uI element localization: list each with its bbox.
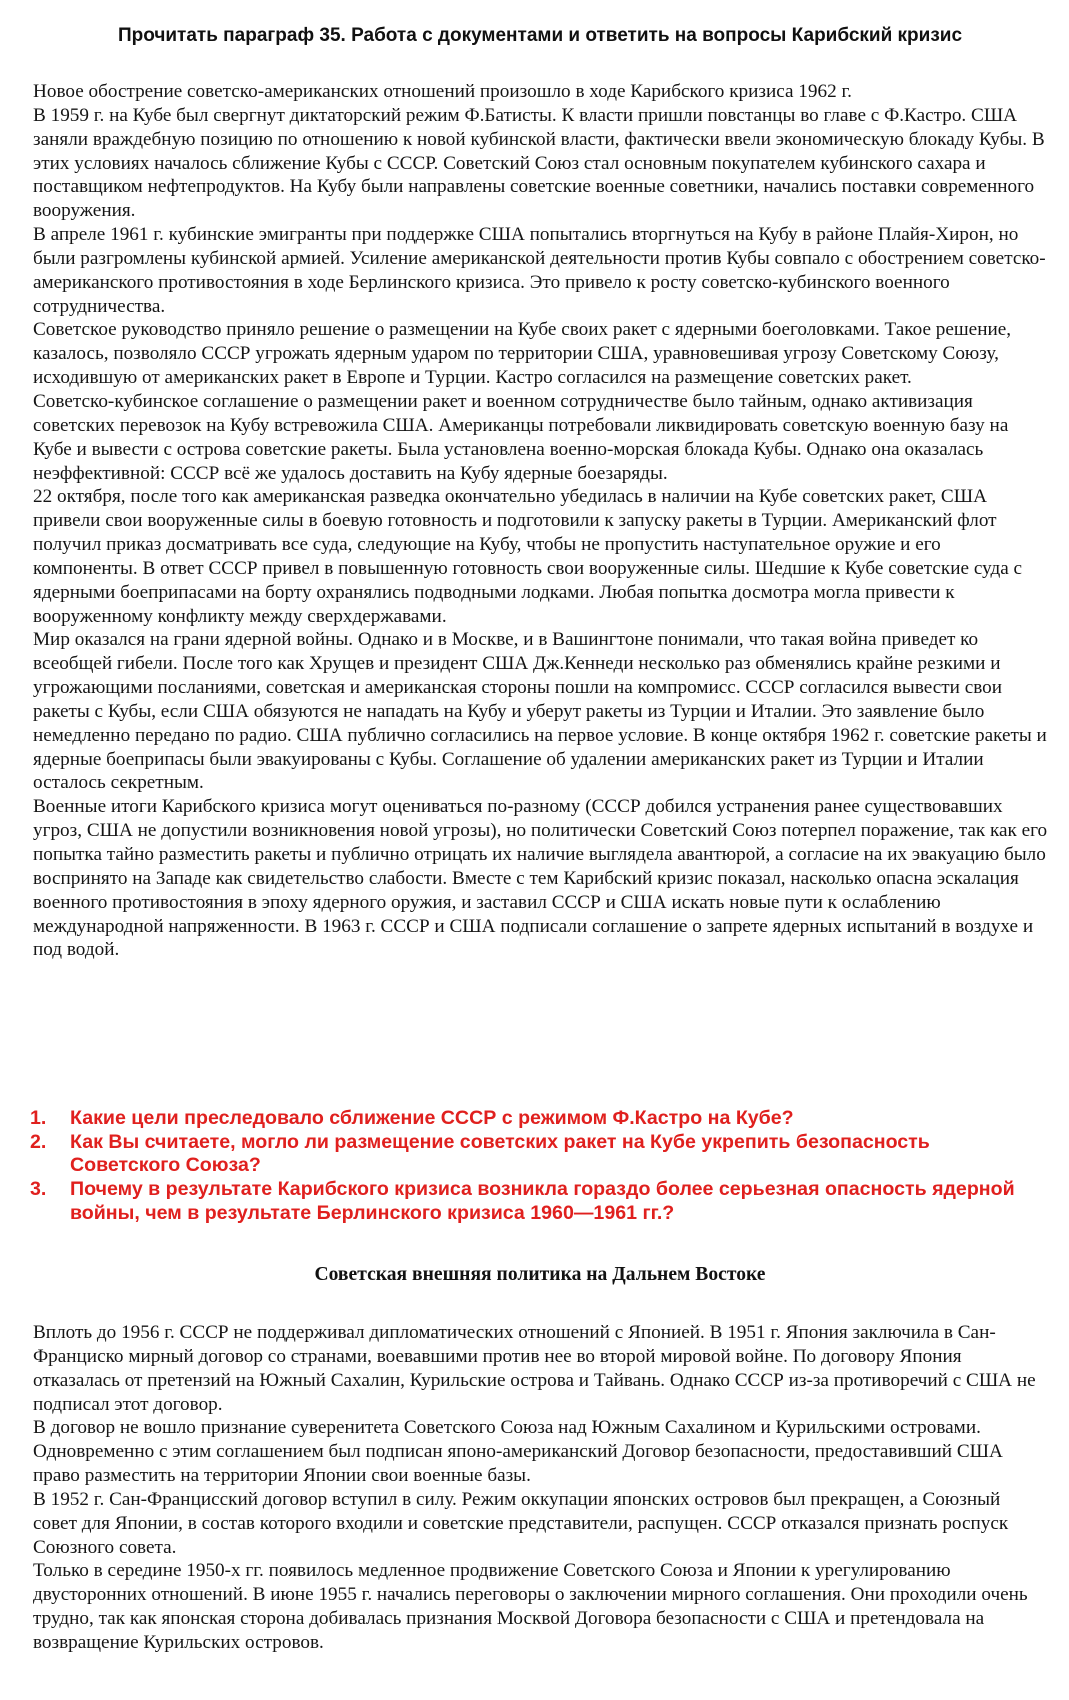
paragraph: В 1959 г. на Кубе был свергнут диктаторский режим Ф.Батисты. К власти пришли повстанцы во главе с Ф.Кастро. США заняли враждебную позицию по отношению к новой кубинской власти, фактически ввели экономическую блокаду Кубы. В этих условиях началось сближение Кубы с СССР. Советский Союз стал основным покупателем кубинского сахара и поставщиком нефтепродуктов. На Кубу были направлены советские военные советники, начались поставки современного вооружения.: [33, 104, 1045, 222]
paragraph: В договор не вошло признание суверенитета Советского Союза над Южным Сахалином и Курильскими островами. Одновременно с этим соглашением был подписан японо-американский Договор безопасности, предоставивший США право разместить на территории Японии свои военные базы.: [33, 1417, 1003, 1487]
question-text: Как Вы считаете, могло ли размещение советских ракет на Кубе укрепить безопасность Советского Союза?: [70, 1130, 930, 1177]
page-title: Прочитать параграф 35. Работа с документами и ответить на вопросы Карибский кризис: [117, 25, 963, 46]
question-text: Почему в результате Карибского кризиса возникла гораздо более серьезная опасность ядерной войны, чем в результате Берлинского кризиса 1960—1961 гг.?: [70, 1178, 1015, 1224]
paragraph: В апреле 1961 г. кубинские эмигранты при поддержке США попытались вторгнуться на Кубу в районе Плайя-Хирон, но были разгромлены кубинской армией. Усиление американской деятельности против Кубы совпало с обострением советско-американского противостояния в ходе Берлинского кризиса. Это привело к росту советско-кубинского военного сотрудничества.: [33, 224, 1046, 317]
paragraph: Вплоть до 1956 г. СССР не поддерживал дипломатических отношений с Японией. В 1951 г. Япония заключила в Сан-Франциско мирный договор со странами, воевавшими против нее во второй мировой войне. По договору Япония отказалась от претензий на Южный Сахалин, Курильские острова и Тайвань. Однако СССР из-за противоречий с США не подписал этот договор.: [33, 1322, 1036, 1415]
section-title: Советская внешняя политика на Дальнем Востоке: [314, 1264, 766, 1285]
question-item: [30, 1131, 1045, 1178]
question-number: 3.: [30, 1178, 47, 1201]
paragraph: 22 октября, после того как американская разведка окончательно убедилась в наличии на Кубе советских ракет, США привели свои вооруженные силы в боевую готовность и подготовили к запуску ракеты в Турции. Американский флот получил приказ досматривать все суда, следующие на Кубу, чтобы не пропустить наступательное оружие и его компоненты. В ответ СССР привел в повышенную готовность свои вооруженные силы. Шедшие к Кубе советские суда с ядерными боеприпасами на борту охранялись подводными лодками. Любая попытка досмотра могла привести к вооруженному конфликту между сверхдержавами.: [33, 486, 1023, 627]
question-item: [30, 1107, 1045, 1131]
paragraph: В 1952 г. Сан-Францисский договор вступил в силу. Режим оккупации японских островов был прекращен, а Союзный совет для Японии, в состав которого входили и советские представители, распущен. СССР отказался признать роспуск Союзного совета.: [33, 1488, 1009, 1558]
question-number: 2.: [30, 1130, 47, 1153]
paragraph: Советское руководство приняло решение о размещении на Кубе своих ракет с ядерными боеголовками. Такое решение, казалось, позволяло СССР угрожать ядерным ударом по территории США, уравновешивая угрозу Советскому Союзу, исходившую от американских ракет в Европе и Турции. Кастро согласился на размещение советских ракет.: [33, 319, 1012, 389]
paragraph: Военные итоги Карибского кризиса могут оцениваться по-разному (СССР добился устранения ранее существовавших угроз, США не допустили возникновения новой угрозы), но политически Советский Союз потерпел поражение, так как его попытка тайно разместить ракеты и публично отрицать их наличие выглядела авантюрой, а согласие на их эвакуацию было воспринято на Западе как свидетельство слабости. Вместе с тем Карибский кризис показал, насколько опасна эскалация военного противостояния в эпоху ядерного оружия, и заставил СССР и США искать новые пути к ослаблению международной напряженности. В 1963 г. СССР и США подписали соглашение о запрете ядерных испытаний в воздухе и под водой.: [33, 796, 1048, 961]
question-text: Какие цели преследовало сближение СССР с режимом Ф.Кастро на Кубе?: [70, 1107, 794, 1129]
paragraph: Только в середине 1950-х гг. появилось медленное продвижение Советского Союза и Японии к урегулированию двусторонних отношений. В июне 1955 г. начались переговоры о заключении мирного соглашения. Они проходили очень трудно, так как японская сторона добивалась признания Москвой Договора безопасности с США и претендовала на возвращение Курильских островов.: [33, 1560, 1028, 1653]
questions-list: [30, 1107, 1045, 1226]
paragraph: Новое обострение советско-американских отношений произошло в ходе Карибского кризиса 1962 г.: [33, 81, 852, 102]
question-item: [30, 1178, 1045, 1225]
question-number: 1.: [30, 1107, 47, 1129]
caribbean-crisis-text: [33, 80, 1048, 962]
far-east-policy-text: [33, 1321, 1048, 1655]
paragraph: Мир оказался на грани ядерной войны. Однако и в Москве, и в Вашингтоне понимали, что такая война приведет ко всеобщей гибели. После того как Хрущев и президент США Дж.Кеннеди несколько раз обменялись крайне резкими и угрожающими посланиями, советская и американская стороны пошли на компромисс. СССР согласился вывести свои ракеты с Кубы, если США обязуются не нападать на Кубу и уберут ракеты из Турции и Италии. Это заявление было немедленно передано по радио. США публично согласились на первое условие. В конце октября 1962 г. советские ракеты и ядерные боеприпасы были эвакуированы с Кубы. Соглашение об удалении американских ракет из Турции и Италии осталось секретным.: [33, 629, 1047, 794]
paragraph: Советско-кубинское соглашение о размещении ракет и военном сотрудничестве было тайным, однако активизация советских перевозок на Кубу встревожила США. Американцы потребовали ликвидировать советскую военную базу на Кубе и вывести с острова советские ракеты. Была установлена военно-морская блокада Кубы. Однако она оказалась неэффективной: СССР всё же удалось доставить на Кубу ядерные боезаряды.: [33, 390, 1009, 484]
